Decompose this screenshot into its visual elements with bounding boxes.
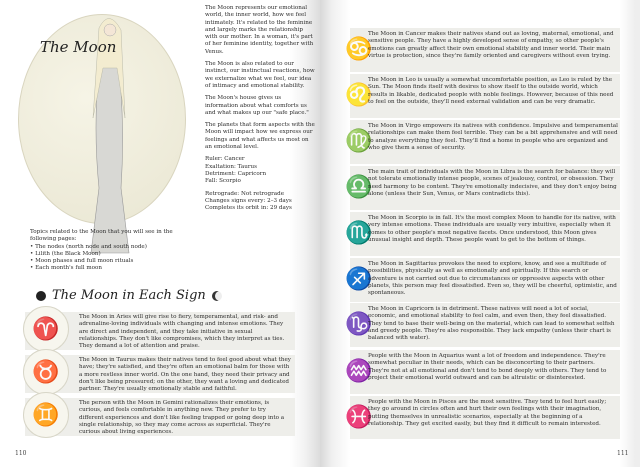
virgo-maiden-icon: ♍ bbox=[345, 128, 373, 154]
sign-capricorn bbox=[345, 303, 620, 347]
sign-description: The main trait of individuals with the Moon in Libra is the search for balance: they will not tolerate emotionally intense people, scenes of jealousy, control, or obsession. They need harmony to be content. They're emotionally indecisive, and they don't enjoy being alone (unless their Sun, Venus, or Mars contradicts this). bbox=[368, 169, 617, 197]
sign-aries bbox=[25, 312, 295, 350]
intro-paragraph: The planets that form aspects with the Moon will impact how we express our feelings and what affects us most on an emotional level. bbox=[205, 122, 315, 151]
aquarius-water-bearer-icon: ♒ bbox=[345, 358, 373, 384]
sign-description: The person with the Moon in Gemini rationalizes their emotions, is curious, and feels comfortable in anything new. They prefer to try different experiences and don't like feeling trapped or going deep into a single relationship, so they may come across as superficial. They're curious about living experiences. bbox=[79, 400, 285, 436]
sign-description: The Moon in Sagittarius provokes the need to explore, know, and see a multitude of possibilities, physically as well as emotionally and spiritually. If this search or adventure is not carried out due to circumstances or oppressive aspects with other planets, this person may feel dissatisfied. Even so, they will be cheerful, optimistic, and spontaneous. bbox=[368, 261, 617, 297]
taurus-bull-icon: ♉ bbox=[23, 349, 69, 395]
sign-pisces bbox=[345, 396, 620, 439]
sign-description: People with the Moon in Pisces are the most sensitive. They tend to feel hurt easily; they go around in circles often and hurt their own feelings with their imagination, putting themselves in unrealistic scenarios, especially at the beginning of a relationship. They get excited easily, but they find it difficult to remain interested. bbox=[368, 399, 607, 427]
cancer-crab-icon: ♋ bbox=[345, 36, 373, 62]
intro-paragraph: The Moon represents our emotional world, the inner world, how we feel intimately. It's related to the feminine and largely marks the relationship with our mother. In a woman, it's part of her feminine identity, together with Venus. bbox=[205, 5, 314, 55]
fact-fall: Fall: Scorpio bbox=[205, 178, 241, 185]
topic-item: • Moon phases and full moon rituals bbox=[30, 258, 134, 265]
sign-description: The Moon in Virgo empowers its natives with confidence. Impulsive and temperamental relationships can make them feel terrible. They can be a bit apprehensive and will need to analyze everything they feel. They'll find a home in people who are organized and who give them a sense of security. bbox=[368, 123, 618, 151]
libra-scales-icon: ♎ bbox=[345, 174, 373, 200]
topics-list bbox=[30, 229, 180, 273]
moon-intro bbox=[205, 5, 315, 212]
topic-item: • Lilith (the Black Moon) bbox=[30, 250, 101, 257]
sign-description: The Moon in Taurus makes their natives tend to feel good about what they have; they're satisfied, and they're often an emotional balm for those with a more restless inner world. On the one hand, they need their privacy and don't like being pressured; on the other, they want a loving and dedicated partner. They're usually emotionally stable and faithful. bbox=[79, 357, 291, 393]
sign-libra bbox=[345, 166, 620, 210]
scorpio-scorpion-icon: ♏ bbox=[345, 220, 373, 246]
sign-scorpio bbox=[345, 212, 620, 256]
gemini-twins-icon: ♊ bbox=[23, 392, 69, 438]
topic-item: • Each month's full moon bbox=[30, 265, 102, 272]
aries-ram-icon: ♈ bbox=[23, 306, 69, 352]
sign-description: The Moon in Capricorn is in detriment. These natives will need a lot of social, economic, and emotional stability to feel calm, and even then, they feel dissatisfied. They tend to base their well-being on the material, which can lead to somewhat selfish and greedy people. They're also responsible. They lack empathy (unless their chart is balanced with water). bbox=[368, 306, 615, 342]
new-moon-icon bbox=[36, 291, 46, 301]
sign-cancer bbox=[345, 28, 620, 72]
fact-detriment: Detriment: Capricorn bbox=[205, 170, 267, 177]
sign-aquarius bbox=[345, 350, 620, 394]
sign-description: People with the Moon in Aquarius want a lot of freedom and independence. They're somewhat peculiar in their needs, which can be disconcerting to their partners. They're not at all emotional and don't tend to bond deeply with others. They tend to project their emotional world outward and can be altruistic or disinterested. bbox=[368, 353, 607, 381]
fact-exaltation: Exaltation: Taurus bbox=[205, 163, 257, 170]
intro-paragraph: The Moon's house gives us information about what comforts us and what makes up our "safe place." bbox=[205, 95, 309, 116]
fact-sign-change: Changes signs every: 2–3 days bbox=[205, 197, 292, 204]
sign-gemini bbox=[25, 398, 295, 436]
fact-ruler: Ruler: Cancer bbox=[205, 156, 245, 163]
crescent-moon-icon bbox=[212, 291, 222, 301]
sign-description: The Moon in Cancer makes their natives stand out as loving, maternal, emotional, and sensitive people. They have a highly developed sense of empathy, so other people's emotions can greatly affect their own emotional stability and inner world. Their main virtue is protection, since they're family oriented and caregivers without even trying. bbox=[368, 31, 614, 59]
topics-intro: Topics related to the Moon that you will see in the following pages: bbox=[30, 229, 173, 243]
page-number: 110 bbox=[15, 450, 27, 457]
moon-facts bbox=[205, 156, 315, 185]
leo-lion-icon: ♌ bbox=[345, 82, 373, 108]
fact-retrograde: Retrograde: Not retrograde bbox=[205, 190, 284, 197]
right-page bbox=[320, 0, 640, 467]
capricorn-goat-icon: ♑ bbox=[345, 311, 373, 337]
pisces-fish-icon: ♓ bbox=[345, 404, 373, 430]
sign-leo bbox=[345, 74, 620, 118]
page-title: The Moon bbox=[40, 38, 117, 56]
topic-item: • The nodes (north node and south node) bbox=[30, 243, 147, 250]
fact-orbit: Completes its orbit in: 29 days bbox=[205, 205, 292, 212]
sign-description: The Moon in Aries will give rise to fiery, temperamental, and risk- and adrenaline-loving individuals with changing and intense emotions. They are direct and independent, and they take initiative in sexual relationships. They don't like compromises, which they interpret as ties. They demand a lot of attention and praise. bbox=[79, 314, 285, 350]
sign-virgo bbox=[345, 120, 620, 164]
sign-sagittarius bbox=[345, 258, 620, 302]
section-title: The Moon in Each Sign bbox=[52, 288, 206, 303]
moon-facts-orbit bbox=[205, 191, 315, 213]
section-heading bbox=[36, 288, 222, 303]
sign-description: The Moon in Scorpio is in fall. It's the most complex Moon to handle for its native, with very intense emotions. These individuals are usually very intuitive, especially when it comes to other people's most negative facets. Once understood, this Moon gives unusual insight and depth. These people want to get to the bottom of things. bbox=[368, 215, 616, 243]
sagittarius-archer-icon: ♐ bbox=[345, 266, 373, 292]
intro-paragraph: The Moon is also related to our instinct, our instinctual reactions, how we externalize what we feel, our idea of intimacy and emotional stability. bbox=[205, 61, 315, 89]
sign-taurus bbox=[25, 355, 295, 393]
page-number: 111 bbox=[617, 450, 629, 457]
sign-description: The Moon in Leo is usually a somewhat uncomfortable position, as Leo is ruled by the Sun. The Moon finds itself with desires to show itself to the outside world, which results in likable, dedicated people with noble feelings. However, because of this need to feel on the outside, they'll need external validation and can be very dramatic. bbox=[368, 77, 614, 105]
